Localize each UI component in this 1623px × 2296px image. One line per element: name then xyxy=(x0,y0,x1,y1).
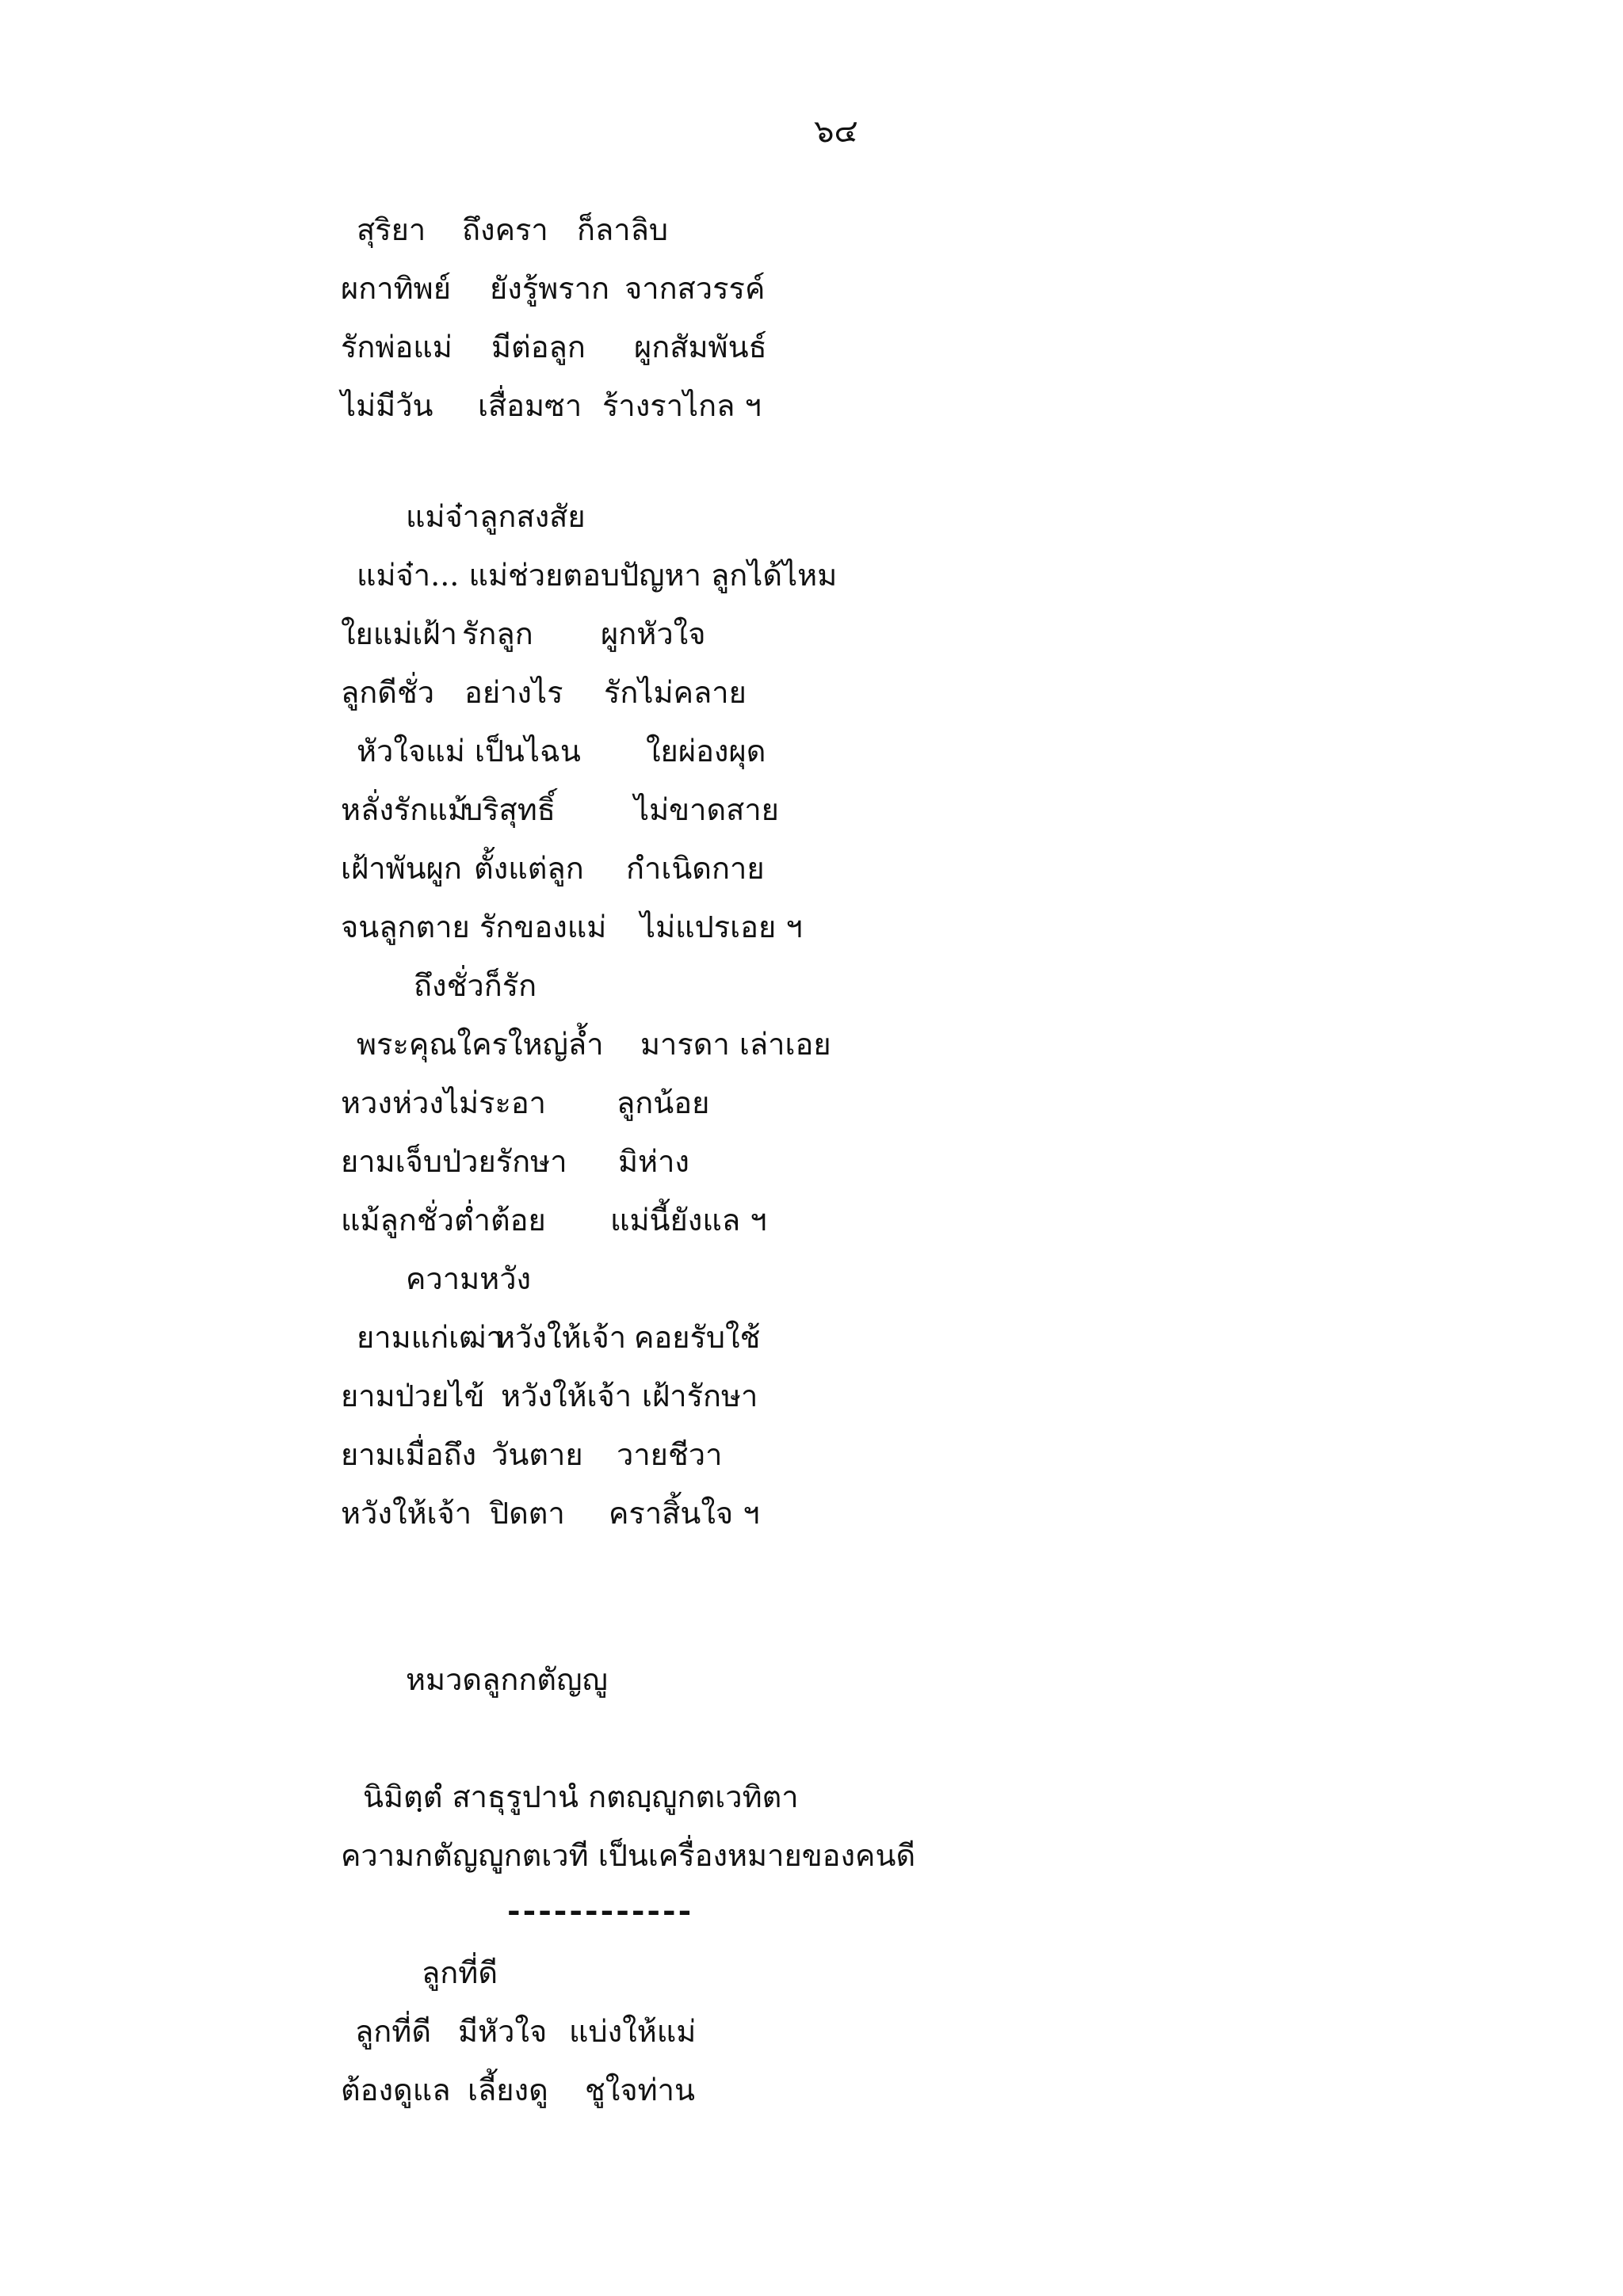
poem4-line-2 xyxy=(0,1374,758,1418)
text-segment: พระคุณใครใหญ่ล้ำ xyxy=(357,1027,604,1062)
section-heading: หมวดลูกกตัญญู xyxy=(406,1662,608,1697)
poem4-line-1 xyxy=(0,1315,761,1360)
text-segment: หลั่งรักแม้ xyxy=(341,792,468,827)
poem3-line-1 xyxy=(0,1022,831,1066)
text-segment: คราสิ้นใจ ฯ xyxy=(609,1496,760,1531)
stanza1-line-1 xyxy=(0,208,669,252)
translation-line xyxy=(0,1833,916,1878)
poem4-line-3 xyxy=(0,1432,723,1477)
text-segment: ยามเจ็บป่วยรักษา xyxy=(341,1144,567,1179)
poem-title: ลูกที่ดี xyxy=(422,1955,498,1990)
text-segment: ไม่มีวัน xyxy=(341,388,433,423)
stanza1-line-3 xyxy=(0,325,767,369)
text-segment: ใยแม่เฝ้า xyxy=(341,616,457,651)
text-segment: แม่จ๋า... แม่ช่วยตอบปัญหา ลูกได้ไหม xyxy=(357,558,838,593)
poem-title: แม่จ๋าลูกสงสัย xyxy=(406,499,586,534)
translation-text: ความกตัญญูกตเวที เป็นเครื่องหมายของคนดี xyxy=(341,1838,916,1873)
text-segment: ร้างราไกล ฯ xyxy=(602,388,762,423)
poem3-line-2 xyxy=(0,1081,710,1125)
text-segment: แบ่งให้แม่ xyxy=(569,2014,697,2049)
text-segment: อย่างไร xyxy=(464,675,563,710)
poem4-line-4 xyxy=(0,1491,760,1535)
text-segment: สุริยา xyxy=(357,212,426,247)
text-segment: ก็ลาลิบ xyxy=(577,212,669,247)
poem2-line-4 xyxy=(0,729,766,773)
text-segment: รักลูก xyxy=(462,616,533,651)
text-segment: เลี้ยงดู xyxy=(468,2073,548,2107)
text-segment: ลูกดีชั่ว xyxy=(341,675,435,710)
poem-title: ความหวัง xyxy=(406,1261,532,1296)
text-segment: รักของแม่ xyxy=(479,910,607,944)
text-segment: แม่นี้ยังแล ฯ xyxy=(610,1203,767,1238)
poem4-title xyxy=(0,1257,532,1301)
poem3-line-3 xyxy=(0,1139,689,1184)
text-segment: เสื่อมซา xyxy=(478,388,582,423)
text-segment: ลูกที่ดี xyxy=(355,2014,432,2049)
text-segment: ยามเมื่อถึง xyxy=(341,1437,477,1472)
pali-line xyxy=(0,1775,799,1819)
text-segment: ผูกหัวใจ xyxy=(601,616,706,651)
poem5-line-1 xyxy=(0,2009,697,2054)
text-segment: ยังรู้พราก xyxy=(490,271,610,306)
text-segment: วันตาย xyxy=(491,1437,583,1472)
text-segment: หวงห่วงไม่ระอา xyxy=(341,1085,547,1120)
text-segment: ไม่แปรเอย ฯ xyxy=(640,910,803,944)
section-heading-line xyxy=(0,1657,608,1702)
poem5-line-2 xyxy=(0,2068,695,2112)
poem2-line-7 xyxy=(0,905,803,949)
poem2-line-6 xyxy=(0,846,765,891)
text-segment: เฝ้าพันผูก xyxy=(341,851,462,886)
text-segment: จากสวรรค์ xyxy=(624,271,766,306)
text-segment: ต้องดูแล xyxy=(341,2073,451,2107)
text-segment: คอยรับใช้ xyxy=(634,1320,761,1355)
text-segment: มีหัวใจ xyxy=(458,2014,548,2049)
stanza1-line-4 xyxy=(0,383,762,428)
poem-title: ถึงชั่วก็รัก xyxy=(414,968,537,1003)
pali-verse: นิมิตฺตํ สาธุรูปานํ กตญฺญูกตเวทิตา xyxy=(363,1779,799,1814)
poem2-line-5 xyxy=(0,788,779,832)
text-segment: มีต่อลูก xyxy=(491,330,586,364)
divider: ------------ xyxy=(507,1892,694,1929)
text-segment: ยามป่วยไข้ xyxy=(341,1379,485,1413)
text-segment: ลูกน้อย xyxy=(617,1085,710,1120)
text-segment: ไม่ขาดสาย xyxy=(634,792,779,827)
text-segment: แม้ลูกชั่วต่ำต้อย xyxy=(341,1203,546,1238)
text-segment: วายชีวา xyxy=(617,1437,723,1472)
text-segment: มิห่าง xyxy=(618,1144,689,1179)
poem2-line-3 xyxy=(0,670,747,715)
page-number: ๖๔ xyxy=(814,113,858,150)
text-segment: บริสุทธิ์ xyxy=(464,792,556,827)
text-segment: หัวใจแม่ เป็นไฉน xyxy=(357,734,581,769)
text-segment: ถึงครา xyxy=(462,212,548,247)
text-segment: ปิดตา xyxy=(490,1496,565,1531)
text-segment: ผกาทิพย์ xyxy=(341,271,451,306)
poem2-title xyxy=(0,494,586,539)
text-segment: ชูใจท่าน xyxy=(585,2073,695,2107)
text-segment: รักไม่คลาย xyxy=(604,675,747,710)
text-segment: มารดา เล่าเอย xyxy=(640,1027,831,1062)
text-segment: หวังให้เจ้า xyxy=(341,1496,472,1531)
text-segment: หวังให้เจ้า xyxy=(495,1320,627,1355)
stanza1-line-2 xyxy=(0,266,766,311)
text-segment: จนลูกตาย xyxy=(341,910,470,944)
text-segment: ผูกสัมพันธ์ xyxy=(634,330,767,364)
text-segment: หวังให้เจ้า xyxy=(501,1379,632,1413)
text-segment: ตั้งแต่ลูก xyxy=(474,851,584,886)
text-segment: เฝ้ารักษา xyxy=(642,1379,758,1413)
text-segment: ใยผ่องผุด xyxy=(646,734,766,769)
text-segment: กำเนิดกาย xyxy=(626,851,765,886)
poem5-title xyxy=(0,1951,498,1995)
text-segment: ยามแก่เฒ่า xyxy=(357,1320,503,1355)
poem2-line-1 xyxy=(0,553,838,597)
poem3-title xyxy=(0,963,537,1008)
poem3-line-4 xyxy=(0,1198,767,1242)
text-segment: รักพ่อแม่ xyxy=(341,330,453,364)
poem2-line-2 xyxy=(0,612,706,656)
